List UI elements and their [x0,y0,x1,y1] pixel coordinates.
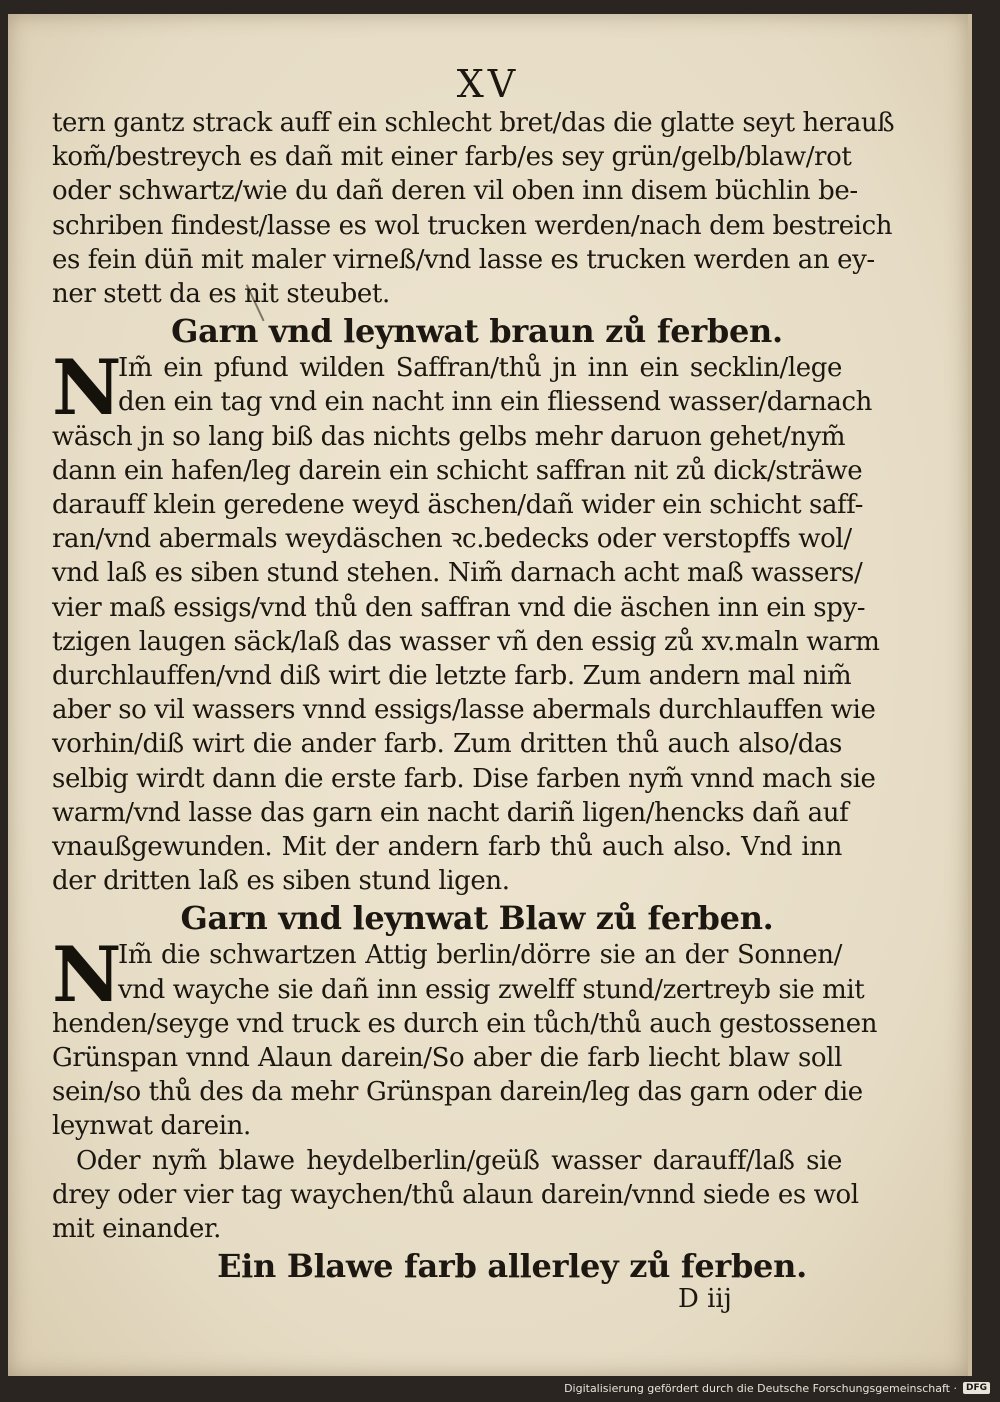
text-line: tzigen laugen säck/laß das wasser vñ den essig zů xv.maln warm [52,626,880,657]
text-line: vnd wayche sie dañ inn essig zwelff stund/zertreyb sie mit [118,974,865,1005]
paragraph-1 [52,106,895,311]
text-line: warm/vnd lasse das garn ein nacht dariñ ligen/hencks dañ auf [52,797,849,828]
catchword-signature: D iij [678,1284,732,1314]
section-heading-brown: Garn vnd leynwat braun zů ferben. [171,312,783,351]
text-line: vnaußgewunden. Mit der andern farb thů auch also. Vnd inn [52,832,842,863]
text-line: den ein tag vnd ein nacht inn ein fliessend wasser/darnach [118,387,873,418]
text-line: dann ein hafen/leg darein ein schicht saffran nit zů dick/sträwe [52,455,863,486]
text-line: tern gantz strack auff ein schlecht bret/das die glatte seyt herauß [52,108,895,138]
section-heading-blue-all: Ein Blawe farb allerley zů ferben. [217,1247,807,1286]
text-line: schriben findest/lasse es wol trucken werden/nach dem bestreich [52,210,893,241]
text-line: ner stett da es nit steubet. [52,279,390,310]
text-line: aber so vil wassers vnnd essigs/lasse abermals durchlauffen wie [52,695,876,726]
text-line: der dritten laß es siben stund ligen. [52,866,510,897]
text-line: ran/vnd abermals weydäschen ꝛc.bedecks oder verstopffs wol/ [52,524,852,555]
text-line: sein/so thů des da mehr Grünspan darein/leg das garn oder die [52,1077,863,1108]
text-line: durchlauffen/vnd diß wirt die letzte farb. Zum andern mal nim̃ [52,661,852,692]
paragraph-4 [52,1144,859,1247]
section-heading-blue: Garn vnd leynwat Blaw zů ferben. [180,899,774,938]
text-line: oder schwartz/wie du dañ deren vil oben inn disem büchlin be- [52,176,858,207]
text-line: Oder nym̃ blawe heydelberlin/geüß wasser darauff/laß sie [76,1145,842,1176]
drop-capital: N [52,930,122,1020]
digitization-credit [564,1378,990,1398]
folio-number: XV [456,62,520,106]
text-line: drey oder vier tag waychen/thů alaun darein/vnnd siede es wol [52,1179,859,1210]
text-line: vorhin/diß wirt die ander farb. Zum dritten thů auch also/das [52,729,842,760]
book-page [8,14,972,1376]
text-line: Im̃ ein pfund wilden Saffran/thů jn inn ein secklin/lege [118,353,842,384]
credit-text: Digitalisierung gefördert durch die Deutsche Forschungsgemeinschaft · [564,1381,957,1395]
text-line: selbig wirdt dann die erste farb. Dise farben nym̃ vnnd mach sie [52,763,876,794]
text-line: es fein dün̄ mit maler virneß/vnd lasse es trucken werden an ey- [52,244,875,275]
text-line: kom̃/bestreych es dañ mit einer farb/es sey grün/gelb/blaw/rot [52,142,852,173]
paragraph-2 [52,343,880,898]
paragraph-3 [52,930,878,1143]
text-line: Grünspan vnnd Alaun darein/So aber die farb liecht blaw soll [52,1043,842,1074]
text-line: leynwat darein. [52,1111,251,1142]
text-line: wäsch jn so lang biß das nichts gelbs mehr daruon gehet/nym̃ [52,421,846,452]
text-line: mit einander. [52,1214,222,1245]
drop-capital: N [52,343,122,433]
text-line: henden/seyge vnd truck es durch ein tůch/thů auch gestossenen [52,1008,878,1039]
dfg-logo: DFG [963,1382,990,1394]
text-line: darauff klein geredene weyd äschen/dañ wider ein schicht saff- [52,490,863,521]
text-line: vier maß essigs/vnd thů den saffran vnd die äschen inn ein spy- [52,592,866,623]
page-text [52,106,895,1286]
text-line: vnd laß es siben stund stehen. Nim̃ darnach acht maß wassers/ [52,558,863,589]
text-line: Im̃ die schwartzen Attig berlin/dörre sie an der Sonnen/ [118,940,842,971]
